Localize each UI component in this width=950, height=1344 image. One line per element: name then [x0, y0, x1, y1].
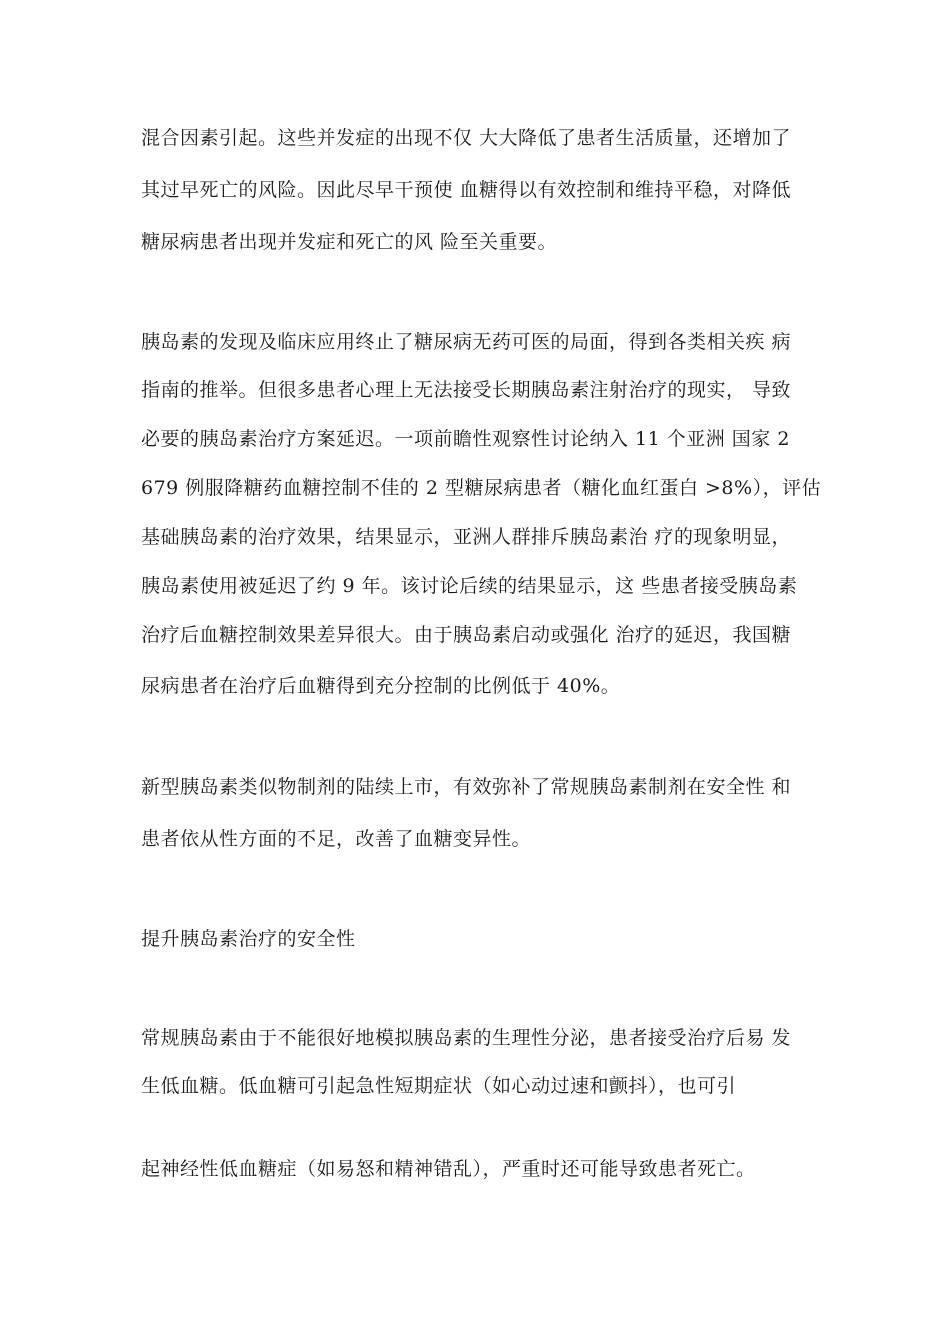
- text-line: 其过早死亡的风险。因此尽早干预使 血糖得以有效控制和维持平稳，对降低: [141, 179, 792, 201]
- text-line: 起神经性低血糖症（如易怒和精神错乱），严重时还可能导致患者死亡。: [141, 1158, 756, 1180]
- text-line: 基础胰岛素的治疗效果，结果显示，亚洲人群排斥胰岛素治 疗的现象明显，: [141, 526, 792, 548]
- text-line: 胰岛素使用被延迟了约 9 年。该讨论后续的结果显示，这 些患者接受胰岛素: [141, 575, 798, 597]
- text-line: 尿病患者在治疗后血糖得到充分控制的比例低于 40%。: [141, 675, 621, 697]
- text-line: 新型胰岛素类似物制剂的陆续上市，有效弥补了常规胰岛素制剂在安全性 和: [141, 776, 792, 798]
- text-line: 混合因素引起。这些并发症的出现不仅 大大降低了患者生活质量，还增加了: [141, 127, 792, 149]
- heading-text: 提升胰岛素治疗的安全性: [141, 928, 356, 950]
- text-line: 常规胰岛素由于不能很好地模拟胰岛素的生理性分泌，患者接受治疗后易 发: [141, 1027, 792, 1049]
- text-line: 必要的胰岛素治疗方案延迟。一项前瞻性观察性讨论纳入 11 个亚洲 国家 2: [141, 428, 790, 450]
- text-line: 胰岛素的发现及临床应用终止了糖尿病无药可医的局面，得到各类相关疾 病: [141, 331, 792, 353]
- text-line: 生低血糖。低血糖可引起急性短期症状（如心动过速和颤抖），也可引: [141, 1075, 737, 1097]
- text-line: 指南的推举。但很多患者心理上无法接受长期胰岛素注射治疗的现实， 导致: [141, 379, 792, 401]
- text-line: 679 例服降糖药血糖控制不佳的 2 型糖尿病患者（糖化血红蛋白 >8%），评估: [141, 477, 822, 499]
- text-line: 治疗后血糖控制效果差异很大。由于胰岛素启动或强化 治疗的延迟，我国糖: [141, 624, 792, 646]
- text-line: 患者依从性方面的不足，改善了血糖变异性。: [141, 828, 532, 850]
- text-line: 糖尿病患者出现并发症和死亡的风 险至关重要。: [141, 231, 558, 253]
